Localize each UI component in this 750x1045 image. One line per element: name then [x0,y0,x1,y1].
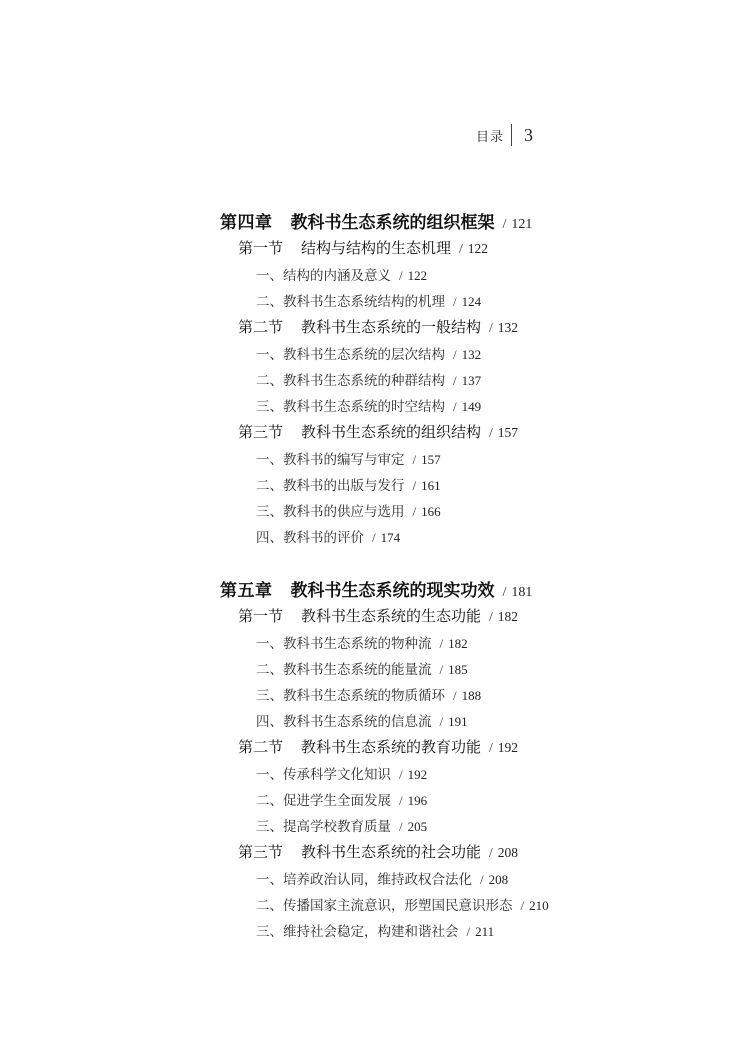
page-separator: / [520,898,525,913]
toc-item-title: 三、教科书的供应与选用 [256,504,405,520]
toc-item-entry [256,369,481,389]
toc-item-title: 三、提高学校教育质量 [256,819,391,835]
page-separator: / [489,845,493,860]
toc-section-entry [238,841,518,862]
toc-section-label: 第三节 [238,843,284,861]
page-separator: / [399,268,403,283]
toc-page-number: 211 [475,924,495,939]
toc-page-number: 208 [497,845,519,860]
toc-page-number: 185 [448,662,468,677]
toc-section-entry [238,421,518,442]
toc-section-label: 第二节 [238,318,284,336]
toc-chapter-title: 教科书生态系统的现实功效 [290,581,495,601]
page-separator: / [480,872,484,887]
page-separator: / [412,504,417,519]
toc-page-number: 157 [497,425,519,440]
toc-item-title: 四、教科书的评价 [256,530,364,546]
page-separator: / [459,241,463,256]
toc-item-entry [256,789,427,809]
toc-page-number: 188 [461,688,482,703]
toc-section-title: 教科书生态系统的教育功能 [301,738,482,756]
toc-section-label: 第三节 [238,423,284,441]
toc-page-number: 121 [511,217,533,232]
toc-page-number: 161 [421,478,441,493]
toc-item-title: 一、培养政治认同，维持政权合法化 [256,872,472,888]
toc-item-entry [256,343,481,363]
toc-page-number: 205 [407,819,428,834]
toc-page-number: 192 [407,767,428,782]
toc-item-entry [256,815,427,835]
toc-item-title: 二、传播国家主流意识，形塑国民意识形态 [256,898,513,914]
toc-item-title: 二、教科书生态系统的种群结构 [256,373,445,389]
page-separator: / [502,585,507,600]
page-separator: / [466,924,471,939]
page-separator: / [489,320,493,335]
toc-section-title: 教科书生态系统的生态功能 [301,607,482,625]
toc-item-title: 一、教科书生态系统的层次结构 [256,347,445,363]
toc-section-entry [238,237,488,258]
toc-section-title: 教科书生态系统的社会功能 [301,843,482,861]
toc-page-number: 210 [529,898,549,913]
toc-item-entry [256,684,481,704]
toc-section-title: 教科书生态系统的组织结构 [301,423,482,441]
toc-item-entry [256,894,549,914]
toc-page-number: 182 [497,609,519,624]
toc-page-number: 181 [511,585,533,600]
page-separator: / [453,399,457,414]
toc-page-number: 196 [407,793,428,808]
toc-item-title: 一、结构的内涵及意义 [256,268,391,284]
toc-item-entry [256,500,441,520]
toc-section-entry [238,316,518,337]
page-separator: / [372,530,376,545]
toc-section-label: 第一节 [238,239,284,257]
toc-item-entry [256,763,427,783]
toc-item-title: 四、教科书生态系统的信息流 [256,714,432,730]
toc-section-title: 教科书生态系统的一般结构 [301,318,482,336]
toc-page-number: 122 [467,241,489,256]
page-separator: / [502,217,507,232]
page-separator: / [412,478,417,493]
toc-page-number: 137 [461,373,482,388]
toc-item-entry [256,448,441,468]
page-number: 3 [524,124,534,145]
toc-item-title: 三、教科书生态系统的物质循环 [256,688,445,704]
toc-item-title: 一、传承科学文化知识 [256,767,391,783]
toc-item-title: 三、维持社会稳定，构建和谐社会 [256,924,459,940]
toc-section-label: 第一节 [238,607,284,625]
toc-page-number: 174 [380,530,401,545]
page-separator: / [453,688,457,703]
toc-item-entry [256,868,508,888]
page-separator: / [489,609,493,624]
toc-item-entry [256,632,468,652]
page-separator: / [453,373,457,388]
toc-chapter-entry [220,576,532,601]
toc-page-number: 192 [497,740,519,755]
running-head-title: 目录 [476,129,505,145]
page-separator: / [439,714,444,729]
toc-section-entry [238,605,518,626]
page-separator: / [489,425,493,440]
toc-page-number: 208 [488,872,509,887]
toc-item-entry [256,658,468,678]
toc-item-title: 一、教科书生态系统的物种流 [256,636,432,652]
toc-page-number: 122 [407,268,428,283]
toc-item-entry [256,710,468,730]
toc-page-number: 149 [461,399,482,414]
page-separator: / [399,819,403,834]
toc-item-entry [256,395,481,415]
toc-item-entry [256,526,400,546]
toc-chapter-label: 第四章 [220,213,273,233]
toc-item-title: 二、教科书生态系统结构的机理 [256,294,445,310]
toc-item-entry [256,264,427,284]
toc-page-number: 132 [497,320,519,335]
toc-section-label: 第二节 [238,738,284,756]
toc-item-entry [256,474,441,494]
toc-section-title: 结构与结构的生态机理 [301,239,452,257]
toc-item-entry [256,920,494,940]
toc-item-title: 一、教科书的编写与审定 [256,452,405,468]
page-separator: / [399,767,403,782]
toc-chapter-entry [220,208,532,233]
page-separator: / [439,662,444,677]
toc-section-entry [238,736,518,757]
toc-page-number: 132 [461,347,482,362]
toc-page-number: 166 [421,504,441,519]
toc-item-title: 二、促进学生全面发展 [256,793,391,809]
toc-chapter-title: 教科书生态系统的组织框架 [290,213,495,233]
toc-page-number: 191 [448,714,468,729]
page-separator: / [399,793,403,808]
toc-item-entry [256,290,481,310]
toc-item-title: 二、教科书生态系统的能量流 [256,662,432,678]
toc-chapter-label: 第五章 [220,581,273,601]
toc-page-number: 182 [448,636,468,651]
page-separator: / [489,740,493,755]
toc-page-number: 124 [461,294,482,309]
page-separator: / [439,636,444,651]
toc-item-title: 三、教科书生态系统的时空结构 [256,399,445,415]
page-separator: / [453,294,457,309]
page-separator: / [453,347,457,362]
toc-item-title: 二、教科书的出版与发行 [256,478,405,494]
page-separator: / [412,452,417,467]
toc-page-number: 157 [421,452,441,467]
